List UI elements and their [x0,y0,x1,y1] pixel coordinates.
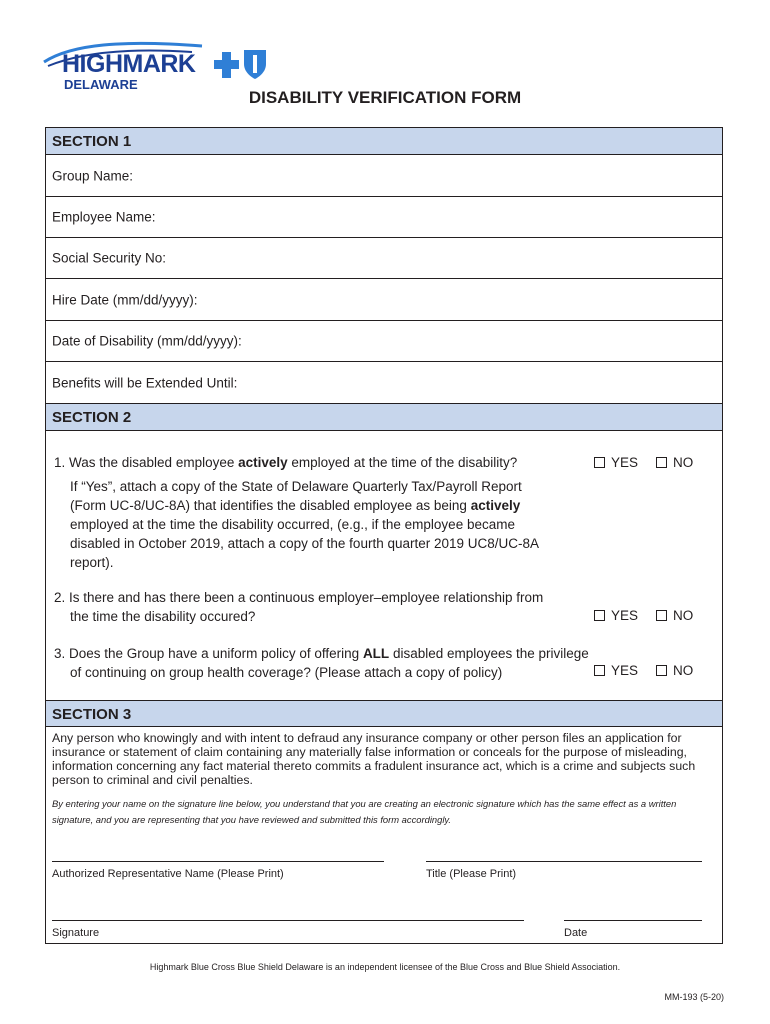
ssn-label: Social Security No: [52,250,167,266]
disability-date-label: Date of Disability (mm/dd/yyyy): [52,333,242,349]
benefits-extended-label: Benefits will be Extended Until: [52,375,238,390]
group-name-field[interactable] [46,156,722,197]
checkbox-icon [656,665,667,676]
q1-note-b: employed at the time the disability occurred, (e.g., if the employee became disabled in October 2019, attach a copy of the fourth quarter 2019 UC8/UC-8A report). [70,517,539,570]
checkbox-icon [656,610,667,621]
fraud-warning: Any person who knowingly and with intent to defraud any insurance company or other person files an application for insurance or statement of claim containing any materially false information or conceals for the purpose of misleading, information concerning any fact material thereto commits a fradulent insurance act, which is a crime and subjects such person to criminal and civil penalties. [52,731,696,787]
question-3 [54,644,594,682]
benefits-extended-field[interactable] [46,362,722,404]
q1-text-b: employed at the time of the disability? [287,455,518,470]
logo-name: HIGHMARK [62,50,196,78]
checkbox-icon [594,665,605,676]
hire-date-field[interactable] [46,279,722,321]
q3-no-checkbox[interactable] [656,663,693,678]
ssn-field[interactable] [46,238,722,279]
esignature-notice: By entering your name on the signature line below, you understand that you are creating an electronic signature which has the same effect as a written signature, and you are representing that you have reviewed and submitted this form accordingly. [52,798,677,825]
title-label: Title (Please Print) [426,868,517,880]
q1-note-a: If “Yes”, attach a copy of the State of Delaware Quarterly Tax/Payroll Report (Form UC-8/UC-8A) that identifies the disabled employee as being [70,479,522,513]
q1-no-checkbox[interactable] [656,455,693,470]
form-title: DISABILITY VERIFICATION FORM [248,88,522,107]
q1-bold: actively [238,455,288,470]
yes-label: YES [611,663,639,678]
group-name-label: Group Name: [52,168,134,184]
question-2 [54,588,584,626]
signature-line[interactable] [52,920,524,921]
q1-note-bold: actively [470,498,521,513]
q3-line2: of continuing on group health coverage? (Please attach a copy of policy) [70,665,503,680]
employee-name-label: Employee Name: [52,209,156,225]
q3-yes-checkbox[interactable] [594,663,638,678]
question-1 [54,453,574,472]
hire-date-label: Hire Date (mm/dd/yyyy): [52,292,198,307]
form-frame [45,127,723,944]
blue-cross-blue-shield-icon [214,46,274,80]
checkbox-icon [594,610,605,621]
q1-text-a: 1. Was the disabled employee [54,455,239,470]
logo-sub: DELAWARE [64,77,138,92]
footer-disclaimer: Highmark Blue Cross Blue Shield Delaware is an independent licensee of the Blue Cross and Blue Shield Association. [149,962,621,972]
yes-label: YES [611,608,639,623]
q3-text-b: disabled employees the privilege [389,646,589,661]
q1-yes-checkbox[interactable] [594,455,638,470]
section3-heading: SECTION 3 [46,700,722,727]
q2-no-checkbox[interactable] [656,608,693,623]
signature-label: Signature [52,927,100,939]
q2-line2: the time the disability occured? [70,609,256,624]
checkbox-icon [594,457,605,468]
no-label: NO [673,455,694,470]
q2-yes-checkbox[interactable] [594,608,638,623]
employee-name-field[interactable] [46,197,722,238]
question-1-note [70,477,550,572]
q3-bold: ALL [362,646,390,661]
form-code: MM-193 (5-20) [664,992,724,1002]
disability-date-field[interactable] [46,321,722,362]
date-line[interactable] [564,920,702,921]
section1-heading: SECTION 1 [46,128,722,155]
date-label: Date [564,927,588,939]
section2-heading: SECTION 2 [46,404,722,431]
rep-name-label: Authorized Representative Name (Please Print) [52,868,284,880]
rep-name-line[interactable] [52,861,384,862]
q2-line1: 2. Is there and has there been a continuous employer–employee relationship from [54,590,544,605]
checkbox-icon [656,457,667,468]
no-label: NO [673,663,694,678]
q3-text-a: 3. Does the Group have a uniform policy of offering [54,646,363,661]
title-line[interactable] [426,861,702,862]
no-label: NO [673,608,694,623]
yes-label: YES [611,455,639,470]
